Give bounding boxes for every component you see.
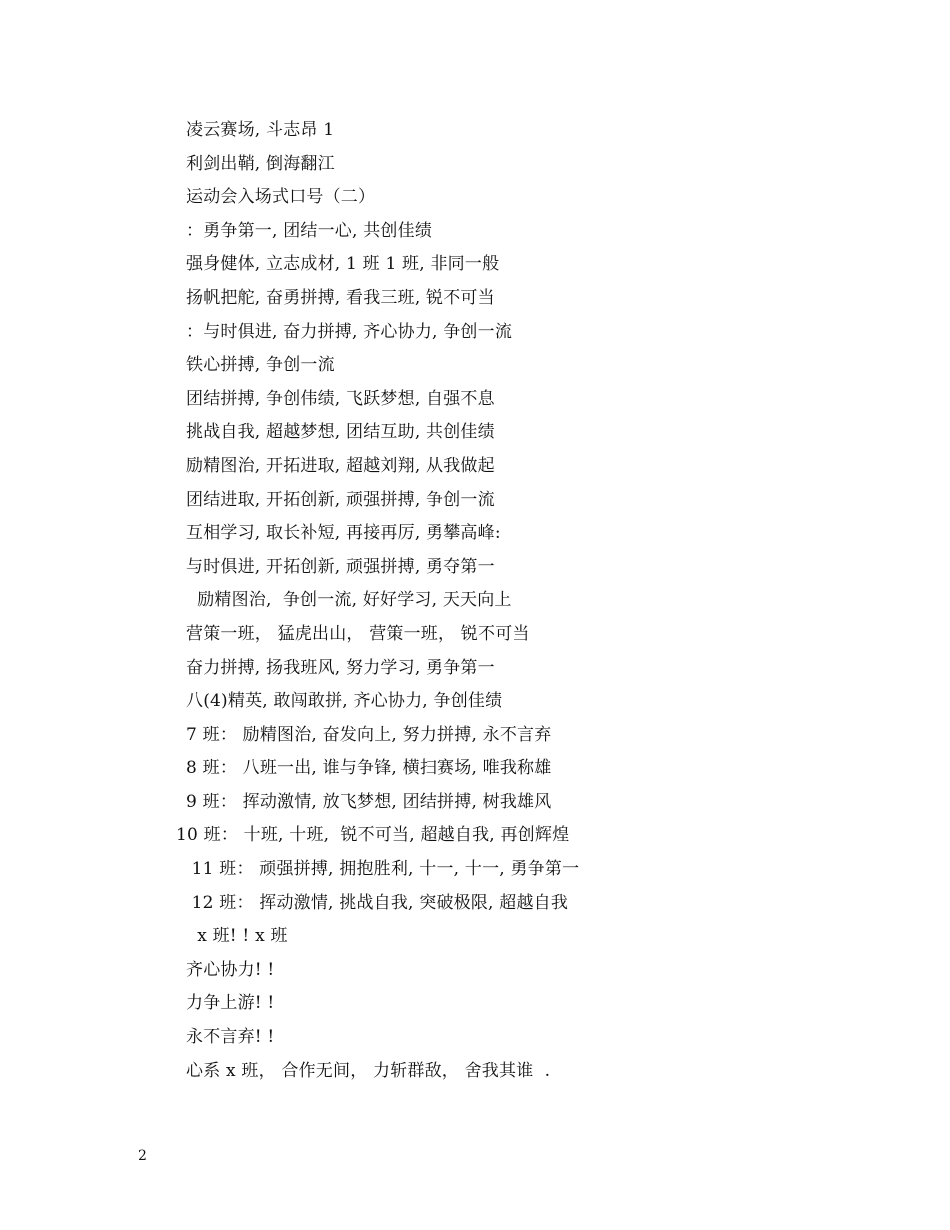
section-heading: 运动会入场式口号（二） [186, 187, 376, 208]
slogan-line: 永不言弃! ! [186, 1027, 275, 1048]
class-slogan-line: 7 班： 励精图治, 奋发向上, 努力拼搏, 永不言弃 [186, 724, 552, 745]
class-slogan-line: 11 班： 顽强拼搏, 拥抱胜利, 十一, 十一, 勇争第一 [186, 859, 580, 880]
slogan-list [176, 118, 786, 1092]
slogan-line: 强身健体, 立志成材, 1 班 1 班, 非同一般 [186, 254, 500, 275]
class-slogan-line: 8 班： 八班一出, 谁与争锋, 横扫赛场, 唯我称雄 [186, 758, 552, 779]
slogan-line: 力争上游! ! [186, 993, 275, 1014]
class-slogan-line: 12 班： 挥动激情, 挑战自我, 突破极限, 超越自我 [186, 892, 569, 913]
slogan-line: 营策一班， 猛虎出山， 营策一班， 锐不可当 [186, 623, 530, 644]
slogan-line: 团结进取, 开拓创新, 顽强拼搏, 争创一流 [186, 489, 495, 510]
slogan-line: 心系 x 班， 合作无间， 力斩群敌， 舍我其谁 . [186, 1060, 551, 1081]
slogan-line: 互相学习, 取长补短, 再接再厉, 勇攀高峰: [186, 523, 501, 544]
slogan-line: 奋力拼搏, 扬我班风, 努力学习, 勇争第一 [186, 657, 495, 678]
slogan-line: 铁心拼搏, 争创一流 [186, 355, 335, 376]
slogan-line: 齐心协力! ! [186, 959, 275, 980]
slogan-line: ：勇争第一, 团结一心, 共创佳绩 [186, 220, 433, 241]
slogan-line: x 班! ! x 班 [186, 926, 288, 947]
slogan-line: 挑战自我, 超越梦想, 团结互助, 共创佳绩 [186, 422, 495, 443]
slogan-line: 扬帆把舵, 奋勇拼搏, 看我三班, 锐不可当 [186, 287, 495, 308]
slogan-line: 励精图治, 开拓进取, 超越刘翔, 从我做起 [186, 455, 495, 476]
class-slogan-line: 10 班： 十班, 十班, 锐不可当, 超越自我, 再创辉煌 [176, 825, 570, 846]
slogan-line: 利剑出鞘, 倒海翻江 [186, 153, 335, 174]
slogan-line: 八(4)精英, 敢闯敢拼, 齐心协力, 争创佳绩 [186, 691, 503, 712]
slogan-line: ：与时俱进, 奋力拼搏, 齐心协力, 争创一流 [186, 321, 513, 342]
slogan-line: 凌云赛场, 斗志昂 1 [186, 120, 335, 140]
slogan-line: 团结拼搏, 争创伟绩, 飞跃梦想, 自强不息 [186, 388, 495, 409]
slogan-line: 与时俱进, 开拓创新, 顽强拼搏, 勇夺第一 [186, 556, 495, 577]
class-slogan-line: 9 班： 挥动激情, 放飞梦想, 团结拼搏, 树我雄风 [186, 791, 552, 812]
page-number: 2 [138, 1148, 147, 1164]
slogan-line: 励精图治, 争创一流, 好好学习, 天天向上 [186, 590, 512, 611]
